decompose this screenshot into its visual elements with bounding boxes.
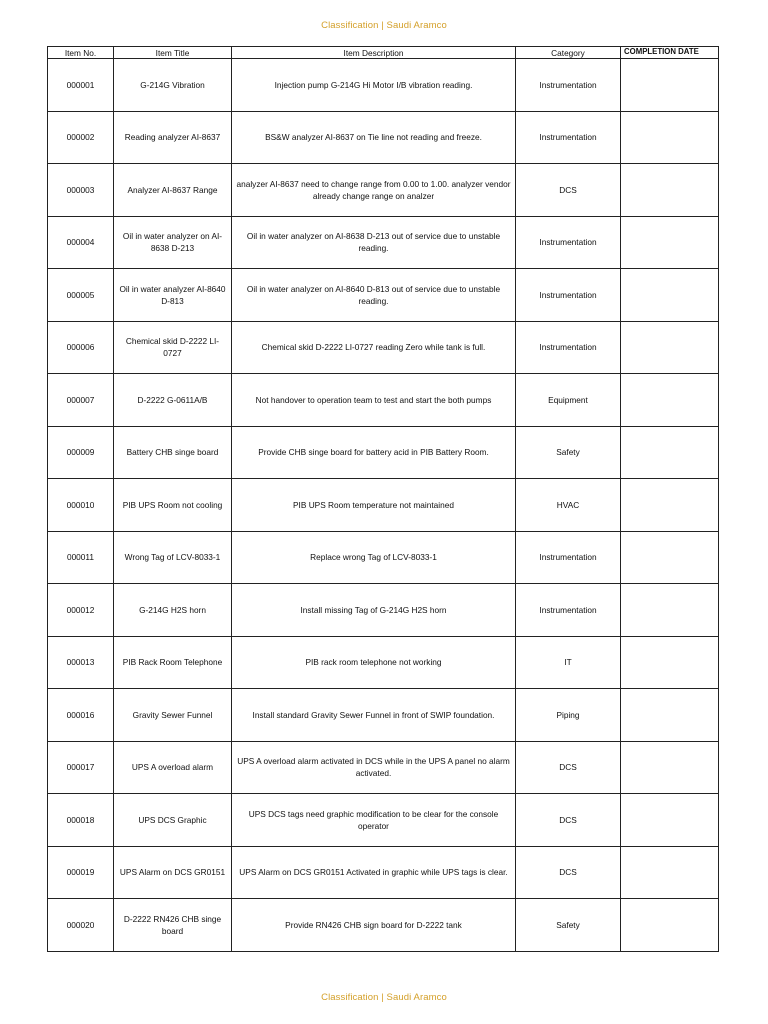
cell-category: IT (516, 636, 621, 689)
cell-item-description: analyzer AI-8637 need to change range from 0.00 to 1.00. analyzer vendor already change range on analzer (232, 164, 516, 217)
cell-category: DCS (516, 846, 621, 899)
column-header-item-title: Item Title (114, 47, 232, 59)
table-row (48, 164, 719, 217)
table-row (48, 741, 719, 794)
cell-item-title: Oil in water analyzer on AI-8638 D-213 (114, 216, 232, 269)
cell-item-description: UPS A overload alarm activated in DCS while in the UPS A panel no alarm activated. (232, 741, 516, 794)
cell-item-no: 000004 (48, 216, 114, 269)
cell-item-description: Oil in water analyzer on AI-8640 D-813 out of service due to unstable reading. (232, 269, 516, 322)
cell-completion-date (621, 321, 719, 374)
table-row (48, 374, 719, 427)
cell-item-title: UPS A overload alarm (114, 741, 232, 794)
cell-item-no: 000018 (48, 794, 114, 847)
cell-item-no: 000001 (48, 59, 114, 112)
cell-item-title: Gravity Sewer Funnel (114, 689, 232, 742)
cell-completion-date (621, 479, 719, 532)
header-classification: Classification | Saudi Aramco (321, 20, 447, 31)
cell-item-no: 000016 (48, 689, 114, 742)
cell-item-description: Injection pump G-214G Hi Motor I/B vibration reading. (232, 59, 516, 112)
cell-item-description: BS&W analyzer AI-8637 on Tie line not reading and freeze. (232, 111, 516, 164)
cell-completion-date (621, 59, 719, 112)
cell-category: Equipment (516, 374, 621, 427)
table-header-row (48, 47, 719, 59)
cell-completion-date (621, 636, 719, 689)
punch-list-table (47, 46, 719, 952)
cell-item-title: Chemical skid D-2222 LI-0727 (114, 321, 232, 374)
cell-item-title: PIB Rack Room Telephone (114, 636, 232, 689)
cell-completion-date (621, 374, 719, 427)
table-body (48, 59, 719, 952)
column-header-item-description: Item Description (232, 47, 516, 59)
cell-completion-date (621, 846, 719, 899)
table-row (48, 689, 719, 742)
cell-category: Instrumentation (516, 269, 621, 322)
cell-category: Instrumentation (516, 321, 621, 374)
cell-category: Instrumentation (516, 111, 621, 164)
table-row (48, 479, 719, 532)
cell-item-title: G-214G Vibration (114, 59, 232, 112)
column-header-category: Category (516, 47, 621, 59)
cell-category: Piping (516, 689, 621, 742)
cell-item-title: D-2222 RN426 CHB singe board (114, 899, 232, 952)
cell-item-no: 000006 (48, 321, 114, 374)
table-row (48, 216, 719, 269)
footer-classification: Classification | Saudi Aramco (321, 992, 447, 1003)
cell-item-title: UPS Alarm on DCS GR0151 (114, 846, 232, 899)
cell-category: HVAC (516, 479, 621, 532)
cell-item-title: Analyzer AI-8637 Range (114, 164, 232, 217)
cell-item-title: Battery CHB singe board (114, 426, 232, 479)
table-row (48, 111, 719, 164)
table-row (48, 531, 719, 584)
cell-item-no: 000010 (48, 479, 114, 532)
cell-item-no: 000002 (48, 111, 114, 164)
cell-completion-date (621, 111, 719, 164)
cell-completion-date (621, 531, 719, 584)
cell-category: DCS (516, 741, 621, 794)
cell-item-description: Replace wrong Tag of LCV-8033-1 (232, 531, 516, 584)
cell-completion-date (621, 584, 719, 637)
table-row (48, 321, 719, 374)
table-row (48, 269, 719, 322)
cell-item-title: Reading analyzer AI-8637 (114, 111, 232, 164)
cell-item-description: Install missing Tag of G-214G H2S horn (232, 584, 516, 637)
cell-item-description: PIB rack room telephone not working (232, 636, 516, 689)
cell-item-no: 000012 (48, 584, 114, 637)
cell-category: Instrumentation (516, 216, 621, 269)
cell-item-description: Chemical skid D-2222 LI-0727 reading Zero while tank is full. (232, 321, 516, 374)
cell-completion-date (621, 269, 719, 322)
cell-category: Instrumentation (516, 59, 621, 112)
cell-item-no: 000017 (48, 741, 114, 794)
cell-item-description: Provide RN426 CHB sign board for D-2222 tank (232, 899, 516, 952)
cell-item-no: 000011 (48, 531, 114, 584)
cell-category: Safety (516, 899, 621, 952)
cell-item-no: 000007 (48, 374, 114, 427)
cell-item-description: Install standard Gravity Sewer Funnel in front of SWIP foundation. (232, 689, 516, 742)
table-row (48, 636, 719, 689)
cell-completion-date (621, 164, 719, 217)
cell-item-title: G-214G H2S horn (114, 584, 232, 637)
cell-completion-date (621, 216, 719, 269)
cell-category: Instrumentation (516, 531, 621, 584)
column-header-item-no: Item No. (48, 47, 114, 59)
cell-item-description: Not handover to operation team to test and start the both pumps (232, 374, 516, 427)
cell-item-description: Oil in water analyzer on AI-8638 D-213 out of service due to unstable reading. (232, 216, 516, 269)
cell-completion-date (621, 794, 719, 847)
table-row (48, 584, 719, 637)
cell-item-description: UPS DCS tags need graphic modification to be clear for the console operator (232, 794, 516, 847)
cell-category: Safety (516, 426, 621, 479)
table-row (48, 59, 719, 112)
cell-category: DCS (516, 794, 621, 847)
cell-completion-date (621, 689, 719, 742)
cell-category: DCS (516, 164, 621, 217)
cell-item-title: Wrong Tag of LCV-8033-1 (114, 531, 232, 584)
cell-completion-date (621, 899, 719, 952)
cell-item-description: PIB UPS Room temperature not maintained (232, 479, 516, 532)
cell-completion-date (621, 741, 719, 794)
cell-item-no: 000020 (48, 899, 114, 952)
cell-item-no: 000009 (48, 426, 114, 479)
cell-item-no: 000005 (48, 269, 114, 322)
cell-item-title: PIB UPS Room not cooling (114, 479, 232, 532)
cell-item-no: 000013 (48, 636, 114, 689)
cell-item-title: UPS DCS Graphic (114, 794, 232, 847)
cell-item-no: 000003 (48, 164, 114, 217)
cell-item-description: Provide CHB singe board for battery acid in PIB Battery Room. (232, 426, 516, 479)
table-row (48, 794, 719, 847)
cell-item-title: D-2222 G-0611A/B (114, 374, 232, 427)
cell-item-no: 000019 (48, 846, 114, 899)
cell-item-title: Oil in water analyzer AI-8640 D-813 (114, 269, 232, 322)
cell-item-description: UPS Alarm on DCS GR0151 Activated in graphic while UPS tags is clear. (232, 846, 516, 899)
cell-category: Instrumentation (516, 584, 621, 637)
table-row (48, 426, 719, 479)
cell-completion-date (621, 426, 719, 479)
table-row (48, 846, 719, 899)
table-row (48, 899, 719, 952)
column-header-completion-date: COMPLETION DATE (621, 47, 719, 59)
